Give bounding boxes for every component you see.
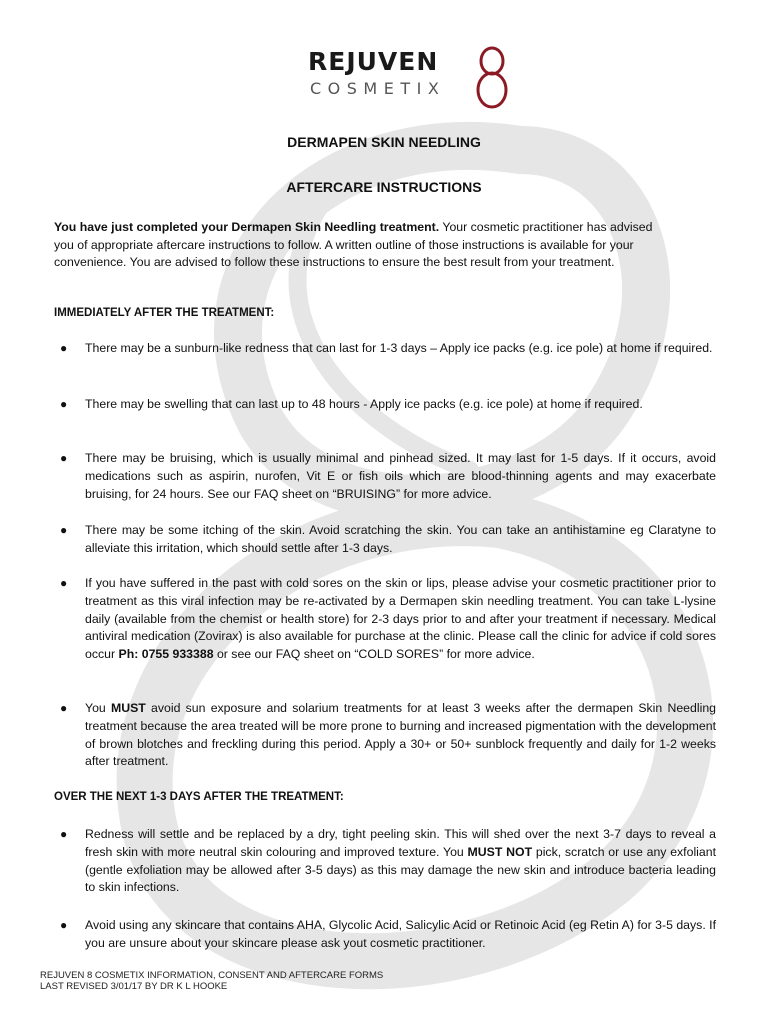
list-item-text: There may be swelling that can last up to 48 hours - Apply ice packs (e.g. ice pole) at home if required. bbox=[85, 397, 643, 411]
footer-line-2: LAST REVISED 3/01/17 BY DR K L HOOKE bbox=[40, 981, 228, 992]
list-item-text bbox=[85, 826, 716, 897]
bullet-icon: ● bbox=[60, 397, 68, 411]
list-item-text: There may be a sunburn-like redness that can last for 1-3 days – Apply ice packs (e.g. ice pole) at home if required. bbox=[85, 341, 713, 355]
list-item bbox=[60, 700, 716, 771]
bullet-icon: ● bbox=[60, 523, 68, 537]
rejuven8-logo bbox=[308, 48, 508, 110]
list-item bbox=[60, 396, 716, 414]
bullet-icon: ● bbox=[60, 701, 68, 715]
bullet-icon: ● bbox=[60, 827, 68, 841]
list-item bbox=[60, 917, 716, 953]
footer-line-1: REJUVEN 8 COSMETIX INFORMATION, CONSENT AND AFTERCARE FORMS bbox=[40, 970, 384, 981]
must-emphasis: MUST bbox=[110, 701, 146, 715]
logo-wordmark: REJUVEN bbox=[308, 47, 439, 76]
cold-sores-text-end: or see our FAQ sheet on “COLD SORES” for more advice. bbox=[213, 647, 535, 662]
peeling-text: Redness will settle and be replaced by a dry, tight peeling skin. This will shed over the next 3-7 days to reveal a fresh skin with more neutral skin colouring and improved texture. You bbox=[85, 827, 716, 859]
page-title: DERMAPEN SKIN NEEDLING bbox=[287, 134, 481, 150]
list-item bbox=[60, 340, 716, 358]
list-item-text: There may be some itching of the skin. Avoid scratching the skin. You can take an antihistamine eg Claratyne to alleviate this irritation, which should settle after 1-3 days. bbox=[85, 523, 716, 555]
section-heading-next-days: OVER THE NEXT 1-3 DAYS AFTER THE TREATMENT: bbox=[54, 791, 344, 803]
bullet-icon: ● bbox=[60, 451, 68, 465]
bullet-icon: ● bbox=[60, 341, 68, 355]
page-footer bbox=[40, 970, 383, 992]
logo-figure-eight-icon bbox=[472, 44, 512, 110]
sun-text: You bbox=[85, 701, 111, 715]
list-item-text: Avoid using any skincare that contains AHA, Glycolic Acid, Salicylic Acid or Retinoic Acid (eg Retin A) for 3-5 days. If you are unsure about your skincare please ask yout cosmetic practitioner. bbox=[85, 918, 716, 950]
cold-sores-text: If you have suffered in the past with cold sores on the skin or lips, please advise your cosmetic practitioner prior to treatment as this viral infection may be re-activated by a Dermapen skin needling treatment. You can take L-lysine daily (available from the chemist or health store) for 2-3 days prior to and after your treatment if necessary. Medical antiviral medication (Zovirax) is also available for purchase at the clinic. Please call the clinic for advice if cold sores occur bbox=[85, 576, 716, 662]
list-item-text bbox=[85, 575, 716, 664]
peeling-text-end: pick, scratch or use any exfoliant (gentle exfoliation may be allowed after 3-5 days) as this may damage the new skin and introduce bacteria leading to skin infections. bbox=[85, 844, 716, 895]
intro-paragraph bbox=[54, 219, 664, 272]
clinic-phone: Ph: 0755 933388 bbox=[118, 647, 214, 662]
intro-body: Your cosmetic practitioner has advised you of appropriate aftercare instructions to follow. A written outline of those instructions is available for your convenience. You are advised to follow these instructions to ensure the best result from your treatment. bbox=[54, 220, 653, 269]
sun-text-end: avoid sun exposure and solarium treatments for at least 3 weeks after the dermapen Skin Needling treatment because the area treated will be more prone to burning and increased pigmentation with the development of brown blotches and freckling during this period. Apply a 30+ or 50+ sunblock frequently and daily for 1-2 weeks after treatment. bbox=[85, 701, 716, 769]
bullet-icon: ● bbox=[60, 576, 68, 590]
list-item bbox=[60, 575, 716, 664]
list-item-text bbox=[85, 700, 716, 771]
list-item bbox=[60, 450, 716, 503]
page-subtitle: AFTERCARE INSTRUCTIONS bbox=[286, 179, 482, 195]
list-item bbox=[60, 522, 716, 558]
list-item-text: There may be bruising, which is usually minimal and pinhead sized. It may last for 1-5 days. If it occurs, avoid medications such as aspirin, nurofen, Vit E or fish oils which are blood-thinning agents and may exacerbate bruising, for 24 hours. See our FAQ sheet on “BRUISING” for more advice. bbox=[85, 451, 716, 501]
section-heading-immediately: IMMEDIATELY AFTER THE TREATMENT: bbox=[54, 307, 275, 319]
logo-subtitle: COSMETIX bbox=[310, 79, 446, 98]
bullet-icon: ● bbox=[60, 918, 68, 932]
list-item bbox=[60, 826, 716, 897]
must-not-emphasis: MUST NOT bbox=[467, 844, 533, 859]
intro-lead: You have just completed your Dermapen Skin Needling treatment. bbox=[54, 220, 440, 234]
